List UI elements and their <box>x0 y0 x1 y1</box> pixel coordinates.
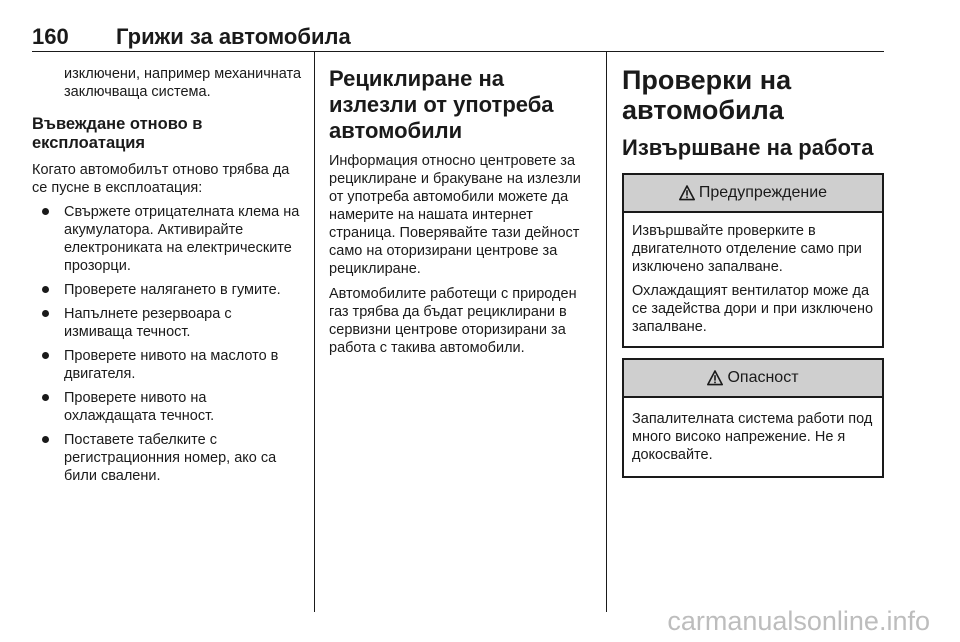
danger-label: Опасност <box>727 369 799 386</box>
list-item: Напълнете резервоара с измиваща течност. <box>32 305 302 341</box>
list-item: Проверете нивото на маслото в двигателя. <box>32 347 302 383</box>
page-number: 160 <box>32 24 69 49</box>
bullet-icon <box>42 286 49 293</box>
column-right <box>622 52 884 478</box>
section-heading-performing-work: Извършване на работа <box>622 135 874 160</box>
chapter-title: Проверки на автомобила <box>622 65 792 125</box>
bullet-icon <box>42 352 49 359</box>
warning-triangle-icon <box>707 370 723 386</box>
warning-triangle-icon <box>679 185 695 201</box>
column-left <box>32 52 302 491</box>
warning-box-body <box>624 213 882 346</box>
lead-paragraph: Когато автомобилът отново трябва да се пусне в експлоатация: <box>32 162 290 196</box>
paragraph: Информация относно центровете за рециклиране и бракуване на излезли от употреба автомобили можете да намерите на нашата интернет страница. Поверявайте тази дейност само на оторизирани центрове за рециклиране. <box>329 153 581 277</box>
section-heading-recycling: Рециклиране на излезли от употреба автомобили <box>329 66 554 143</box>
warning-text: Извършвайте проверките в двигателното отделение само при изключено запалване. <box>632 223 862 275</box>
warning-text: Охлаждащият вентилатор може да се задейства дори и при изключено запалване. <box>632 283 874 335</box>
list-item: Проверете нивото на охлаждащата течност. <box>32 389 302 425</box>
list-item: Проверете налягането в гумите. <box>32 281 302 299</box>
warning-label: Предупреждение <box>698 184 828 201</box>
danger-box-header <box>624 360 882 398</box>
continued-text: изключени, например механичната заключваща система. <box>64 66 302 100</box>
bullet-icon <box>42 394 49 401</box>
danger-text: Запалителната система работи под много високо напрежение. Не я докосвайте. <box>632 411 873 463</box>
checklist <box>32 203 302 485</box>
bullet-icon <box>42 310 49 317</box>
running-title: Грижи за автомобила <box>116 24 351 49</box>
warning-box-header <box>624 175 882 213</box>
paragraph: Автомобилите работещи с природен газ трябва да бъдат рециклирани в сервизни центрове оторизирани за работа с такива автомобили. <box>329 286 577 356</box>
bullet-icon <box>42 208 49 215</box>
warning-box <box>622 173 884 348</box>
page-header <box>32 24 884 52</box>
danger-box <box>622 358 884 478</box>
list-item: Свържете отрицателната клема на акумулатора. Активирайте електрониката на електрическите прозорци. <box>32 203 302 275</box>
bullet-icon <box>42 436 49 443</box>
watermark: carmanualsonline.info <box>667 606 930 636</box>
section-heading-recommissioning: Въвеждане отново в експлоатация <box>32 115 203 152</box>
column-divider <box>606 52 607 612</box>
danger-box-body <box>624 398 882 476</box>
list-item: Поставете табелките с регистрационния номер, ако са били свалени. <box>32 431 302 485</box>
column-divider <box>314 52 315 612</box>
column-middle <box>329 52 595 357</box>
